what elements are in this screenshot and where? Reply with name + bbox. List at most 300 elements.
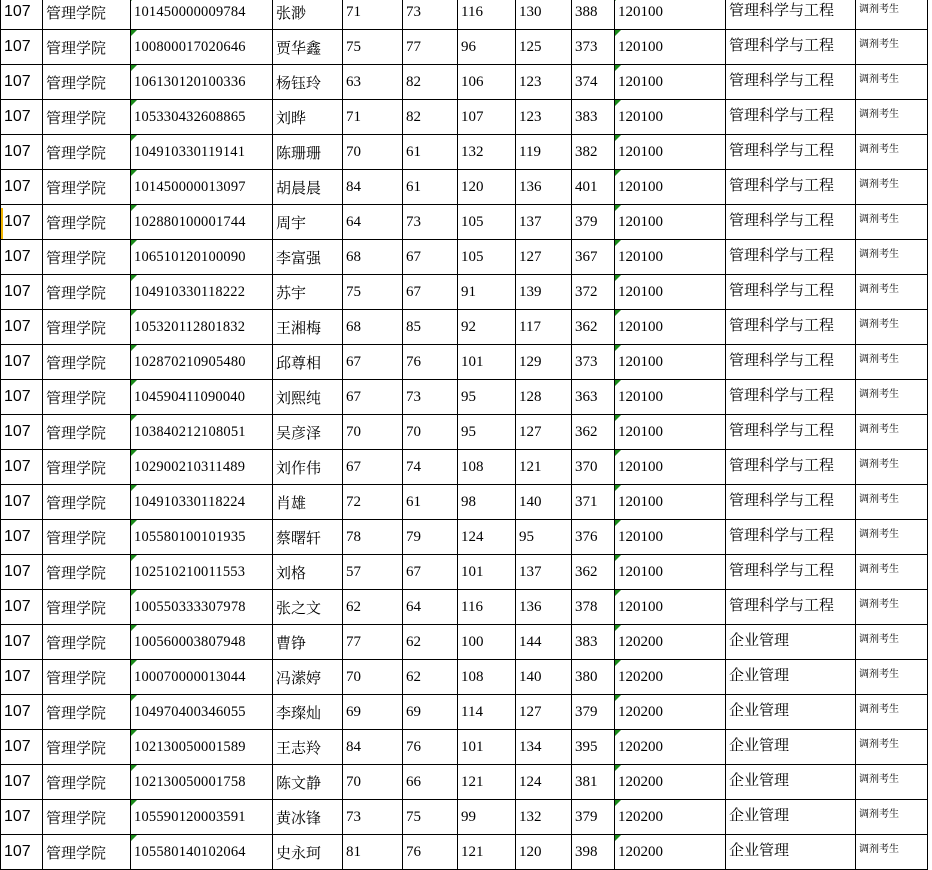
cell-note[interactable]: 调剂考生 bbox=[856, 30, 928, 65]
cell-score-politics[interactable]: 81 bbox=[343, 835, 403, 870]
cell-student-name[interactable]: 苏宇 bbox=[273, 275, 343, 310]
cell-school-code[interactable]: 107 bbox=[1, 555, 43, 590]
cell-student-name[interactable]: 李璨灿 bbox=[273, 695, 343, 730]
cell-major-name[interactable]: 企业管理 bbox=[726, 625, 856, 660]
cell-note[interactable]: 调剂考生 bbox=[856, 590, 928, 625]
cell-department[interactable]: 管理学院 bbox=[43, 100, 131, 135]
cell-student-name[interactable]: 陈珊珊 bbox=[273, 135, 343, 170]
cell-major-code[interactable]: 120200 bbox=[615, 800, 726, 835]
cell-department[interactable]: 管理学院 bbox=[43, 800, 131, 835]
cell-major-code[interactable]: 120100 bbox=[615, 275, 726, 310]
cell-score-subject2[interactable]: 144 bbox=[516, 625, 572, 660]
cell-score-english[interactable]: 76 bbox=[403, 835, 458, 870]
cell-score-subject1[interactable]: 121 bbox=[458, 835, 516, 870]
cell-score-subject2[interactable]: 117 bbox=[516, 310, 572, 345]
cell-student-name[interactable]: 张渺 bbox=[273, 0, 343, 30]
cell-exam-id[interactable]: 106510120100090 bbox=[131, 240, 273, 275]
cell-major-name[interactable]: 管理科学与工程 bbox=[726, 135, 856, 170]
cell-note[interactable]: 调剂考生 bbox=[856, 240, 928, 275]
cell-note[interactable]: 调剂考生 bbox=[856, 65, 928, 100]
cell-school-code[interactable]: 107 bbox=[1, 695, 43, 730]
cell-major-code[interactable]: 120100 bbox=[615, 345, 726, 380]
cell-score-subject2[interactable]: 125 bbox=[516, 30, 572, 65]
cell-school-code[interactable]: 107 bbox=[1, 450, 43, 485]
cell-total-score[interactable]: 382 bbox=[572, 135, 615, 170]
cell-student-name[interactable]: 刘作伟 bbox=[273, 450, 343, 485]
cell-student-name[interactable]: 王湘梅 bbox=[273, 310, 343, 345]
cell-score-subject1[interactable]: 108 bbox=[458, 660, 516, 695]
cell-score-subject1[interactable]: 99 bbox=[458, 800, 516, 835]
cell-score-english[interactable]: 61 bbox=[403, 485, 458, 520]
cell-major-code[interactable]: 120100 bbox=[615, 170, 726, 205]
cell-score-subject1[interactable]: 95 bbox=[458, 380, 516, 415]
cell-score-subject2[interactable]: 136 bbox=[516, 170, 572, 205]
cell-note[interactable]: 调剂考生 bbox=[856, 170, 928, 205]
cell-major-name[interactable]: 管理科学与工程 bbox=[726, 275, 856, 310]
cell-exam-id[interactable]: 101450000013097 bbox=[131, 170, 273, 205]
cell-total-score[interactable]: 388 bbox=[572, 0, 615, 30]
cell-student-name[interactable]: 黄冰锋 bbox=[273, 800, 343, 835]
cell-score-politics[interactable]: 84 bbox=[343, 730, 403, 765]
cell-note[interactable]: 调剂考生 bbox=[856, 555, 928, 590]
cell-score-subject2[interactable]: 119 bbox=[516, 135, 572, 170]
cell-total-score[interactable]: 373 bbox=[572, 30, 615, 65]
cell-score-subject1[interactable]: 105 bbox=[458, 240, 516, 275]
cell-score-subject1[interactable]: 101 bbox=[458, 345, 516, 380]
cell-exam-id[interactable]: 104910330118224 bbox=[131, 485, 273, 520]
cell-school-code[interactable]: 107 bbox=[1, 135, 43, 170]
cell-total-score[interactable]: 379 bbox=[572, 800, 615, 835]
cell-total-score[interactable]: 383 bbox=[572, 100, 615, 135]
cell-major-name[interactable]: 管理科学与工程 bbox=[726, 345, 856, 380]
cell-score-politics[interactable]: 70 bbox=[343, 135, 403, 170]
cell-total-score[interactable]: 379 bbox=[572, 695, 615, 730]
cell-note[interactable]: 调剂考生 bbox=[856, 695, 928, 730]
cell-score-english[interactable]: 62 bbox=[403, 660, 458, 695]
cell-school-code[interactable]: 107 bbox=[1, 380, 43, 415]
cell-exam-id[interactable]: 104590411090040 bbox=[131, 380, 273, 415]
cell-student-name[interactable]: 吴彦泽 bbox=[273, 415, 343, 450]
cell-student-name[interactable]: 刘格 bbox=[273, 555, 343, 590]
cell-department[interactable]: 管理学院 bbox=[43, 135, 131, 170]
cell-major-code[interactable]: 120100 bbox=[615, 65, 726, 100]
cell-score-politics[interactable]: 71 bbox=[343, 0, 403, 30]
cell-total-score[interactable]: 376 bbox=[572, 520, 615, 555]
cell-score-subject2[interactable]: 128 bbox=[516, 380, 572, 415]
cell-score-politics[interactable]: 70 bbox=[343, 765, 403, 800]
cell-score-english[interactable]: 85 bbox=[403, 310, 458, 345]
cell-note[interactable]: 调剂考生 bbox=[856, 415, 928, 450]
cell-score-politics[interactable]: 69 bbox=[343, 695, 403, 730]
cell-exam-id[interactable]: 102130050001589 bbox=[131, 730, 273, 765]
cell-score-english[interactable]: 67 bbox=[403, 275, 458, 310]
cell-note[interactable]: 调剂考生 bbox=[856, 835, 928, 870]
cell-score-subject1[interactable]: 92 bbox=[458, 310, 516, 345]
cell-major-code[interactable]: 120200 bbox=[615, 625, 726, 660]
cell-score-english[interactable]: 62 bbox=[403, 625, 458, 660]
cell-score-english[interactable]: 61 bbox=[403, 170, 458, 205]
cell-exam-id[interactable]: 100070000013044 bbox=[131, 660, 273, 695]
cell-score-politics[interactable]: 67 bbox=[343, 450, 403, 485]
cell-department[interactable]: 管理学院 bbox=[43, 485, 131, 520]
cell-major-code[interactable]: 120200 bbox=[615, 835, 726, 870]
cell-school-code[interactable]: 107 bbox=[1, 345, 43, 380]
cell-major-name[interactable]: 企业管理 bbox=[726, 835, 856, 870]
cell-total-score[interactable]: 378 bbox=[572, 590, 615, 625]
cell-school-code[interactable]: 107 bbox=[1, 65, 43, 100]
cell-school-code[interactable]: 107 bbox=[1, 590, 43, 625]
cell-score-subject2[interactable]: 120 bbox=[516, 835, 572, 870]
cell-score-subject2[interactable]: 127 bbox=[516, 240, 572, 275]
cell-score-subject2[interactable]: 136 bbox=[516, 590, 572, 625]
cell-score-subject1[interactable]: 100 bbox=[458, 625, 516, 660]
cell-score-politics[interactable]: 84 bbox=[343, 170, 403, 205]
cell-score-politics[interactable]: 63 bbox=[343, 65, 403, 100]
cell-major-name[interactable]: 管理科学与工程 bbox=[726, 65, 856, 100]
cell-major-code[interactable]: 120100 bbox=[615, 205, 726, 240]
cell-school-code[interactable]: 107 bbox=[1, 275, 43, 310]
cell-exam-id[interactable]: 102880100001744 bbox=[131, 205, 273, 240]
cell-school-code[interactable]: 107 bbox=[1, 240, 43, 275]
cell-score-subject2[interactable]: 95 bbox=[516, 520, 572, 555]
cell-score-english[interactable]: 76 bbox=[403, 730, 458, 765]
cell-student-name[interactable]: 李富强 bbox=[273, 240, 343, 275]
cell-major-code[interactable]: 120100 bbox=[615, 590, 726, 625]
cell-major-name[interactable]: 管理科学与工程 bbox=[726, 485, 856, 520]
cell-score-english[interactable]: 73 bbox=[403, 380, 458, 415]
cell-major-name[interactable]: 管理科学与工程 bbox=[726, 30, 856, 65]
cell-exam-id[interactable]: 102510210011553 bbox=[131, 555, 273, 590]
cell-major-name[interactable]: 企业管理 bbox=[726, 695, 856, 730]
cell-student-name[interactable]: 王志羚 bbox=[273, 730, 343, 765]
cell-score-subject1[interactable]: 124 bbox=[458, 520, 516, 555]
cell-department[interactable]: 管理学院 bbox=[43, 520, 131, 555]
cell-exam-id[interactable]: 105590120003591 bbox=[131, 800, 273, 835]
cell-score-politics[interactable]: 75 bbox=[343, 30, 403, 65]
cell-department[interactable]: 管理学院 bbox=[43, 30, 131, 65]
cell-score-politics[interactable]: 77 bbox=[343, 625, 403, 660]
cell-score-politics[interactable]: 57 bbox=[343, 555, 403, 590]
cell-total-score[interactable]: 362 bbox=[572, 415, 615, 450]
cell-score-politics[interactable]: 64 bbox=[343, 205, 403, 240]
cell-note[interactable]: 调剂考生 bbox=[856, 730, 928, 765]
cell-student-name[interactable]: 肖雄 bbox=[273, 485, 343, 520]
cell-score-subject1[interactable]: 98 bbox=[458, 485, 516, 520]
cell-department[interactable]: 管理学院 bbox=[43, 590, 131, 625]
cell-total-score[interactable]: 371 bbox=[572, 485, 615, 520]
cell-student-name[interactable]: 刘熙纯 bbox=[273, 380, 343, 415]
cell-score-subject1[interactable]: 96 bbox=[458, 30, 516, 65]
cell-score-english[interactable]: 75 bbox=[403, 800, 458, 835]
cell-total-score[interactable]: 374 bbox=[572, 65, 615, 100]
cell-major-code[interactable]: 120200 bbox=[615, 730, 726, 765]
cell-score-politics[interactable]: 68 bbox=[343, 310, 403, 345]
cell-major-name[interactable]: 管理科学与工程 bbox=[726, 450, 856, 485]
cell-major-name[interactable]: 管理科学与工程 bbox=[726, 0, 856, 30]
cell-major-code[interactable]: 120100 bbox=[615, 240, 726, 275]
cell-note[interactable]: 调剂考生 bbox=[856, 520, 928, 555]
cell-major-code[interactable]: 120100 bbox=[615, 135, 726, 170]
cell-score-subject1[interactable]: 114 bbox=[458, 695, 516, 730]
cell-major-name[interactable]: 企业管理 bbox=[726, 730, 856, 765]
cell-note[interactable]: 调剂考生 bbox=[856, 765, 928, 800]
cell-score-english[interactable]: 79 bbox=[403, 520, 458, 555]
cell-score-politics[interactable]: 62 bbox=[343, 590, 403, 625]
cell-score-english[interactable]: 82 bbox=[403, 100, 458, 135]
cell-score-english[interactable]: 70 bbox=[403, 415, 458, 450]
cell-score-politics[interactable]: 75 bbox=[343, 275, 403, 310]
cell-score-subject2[interactable]: 134 bbox=[516, 730, 572, 765]
cell-note[interactable]: 调剂考生 bbox=[856, 380, 928, 415]
cell-score-subject1[interactable]: 106 bbox=[458, 65, 516, 100]
cell-score-english[interactable]: 76 bbox=[403, 345, 458, 380]
cell-score-politics[interactable]: 78 bbox=[343, 520, 403, 555]
cell-student-name[interactable]: 刘晔 bbox=[273, 100, 343, 135]
cell-total-score[interactable]: 395 bbox=[572, 730, 615, 765]
cell-score-subject2[interactable]: 123 bbox=[516, 100, 572, 135]
cell-department[interactable]: 管理学院 bbox=[43, 345, 131, 380]
cell-score-subject2[interactable]: 132 bbox=[516, 800, 572, 835]
cell-note[interactable]: 调剂考生 bbox=[856, 485, 928, 520]
cell-student-name[interactable]: 张之文 bbox=[273, 590, 343, 625]
cell-exam-id[interactable]: 104910330119141 bbox=[131, 135, 273, 170]
cell-score-subject1[interactable]: 105 bbox=[458, 205, 516, 240]
cell-total-score[interactable]: 381 bbox=[572, 765, 615, 800]
cell-total-score[interactable]: 372 bbox=[572, 275, 615, 310]
cell-score-politics[interactable]: 72 bbox=[343, 485, 403, 520]
cell-student-name[interactable]: 冯潆婷 bbox=[273, 660, 343, 695]
cell-exam-id[interactable]: 102900210311489 bbox=[131, 450, 273, 485]
cell-major-code[interactable]: 120100 bbox=[615, 100, 726, 135]
cell-department[interactable]: 管理学院 bbox=[43, 310, 131, 345]
cell-major-name[interactable]: 管理科学与工程 bbox=[726, 520, 856, 555]
cell-major-code[interactable]: 120100 bbox=[615, 0, 726, 30]
cell-total-score[interactable]: 380 bbox=[572, 660, 615, 695]
cell-score-english[interactable]: 67 bbox=[403, 555, 458, 590]
cell-department[interactable]: 管理学院 bbox=[43, 240, 131, 275]
cell-major-name[interactable]: 管理科学与工程 bbox=[726, 240, 856, 275]
cell-student-name[interactable]: 陈文静 bbox=[273, 765, 343, 800]
cell-department[interactable]: 管理学院 bbox=[43, 205, 131, 240]
cell-major-name[interactable]: 企业管理 bbox=[726, 660, 856, 695]
cell-score-subject1[interactable]: 132 bbox=[458, 135, 516, 170]
cell-department[interactable]: 管理学院 bbox=[43, 660, 131, 695]
cell-score-english[interactable]: 73 bbox=[403, 205, 458, 240]
cell-score-english[interactable]: 74 bbox=[403, 450, 458, 485]
cell-score-subject2[interactable]: 140 bbox=[516, 485, 572, 520]
cell-score-english[interactable]: 82 bbox=[403, 65, 458, 100]
cell-total-score[interactable]: 398 bbox=[572, 835, 615, 870]
cell-total-score[interactable]: 383 bbox=[572, 625, 615, 660]
cell-major-code[interactable]: 120100 bbox=[615, 30, 726, 65]
cell-school-code[interactable]: 107 bbox=[1, 660, 43, 695]
cell-score-politics[interactable]: 73 bbox=[343, 800, 403, 835]
cell-exam-id[interactable]: 104910330118222 bbox=[131, 275, 273, 310]
cell-major-code[interactable]: 120100 bbox=[615, 415, 726, 450]
cell-total-score[interactable]: 363 bbox=[572, 380, 615, 415]
cell-student-name[interactable]: 蔡曙轩 bbox=[273, 520, 343, 555]
cell-score-subject1[interactable]: 107 bbox=[458, 100, 516, 135]
cell-score-subject2[interactable]: 139 bbox=[516, 275, 572, 310]
cell-note[interactable]: 调剂考生 bbox=[856, 310, 928, 345]
cell-student-name[interactable]: 邱尊相 bbox=[273, 345, 343, 380]
cell-note[interactable]: 调剂考生 bbox=[856, 450, 928, 485]
cell-score-subject2[interactable]: 130 bbox=[516, 0, 572, 30]
cell-department[interactable]: 管理学院 bbox=[43, 0, 131, 30]
cell-major-name[interactable]: 企业管理 bbox=[726, 765, 856, 800]
cell-note[interactable]: 调剂考生 bbox=[856, 275, 928, 310]
cell-major-name[interactable]: 管理科学与工程 bbox=[726, 170, 856, 205]
cell-exam-id[interactable]: 102130050001758 bbox=[131, 765, 273, 800]
cell-note[interactable]: 调剂考生 bbox=[856, 100, 928, 135]
cell-department[interactable]: 管理学院 bbox=[43, 835, 131, 870]
cell-school-code[interactable]: 107 bbox=[1, 485, 43, 520]
cell-score-subject2[interactable]: 121 bbox=[516, 450, 572, 485]
cell-score-subject1[interactable]: 95 bbox=[458, 415, 516, 450]
cell-student-name[interactable]: 胡晨晨 bbox=[273, 170, 343, 205]
cell-department[interactable]: 管理学院 bbox=[43, 765, 131, 800]
cell-department[interactable]: 管理学院 bbox=[43, 65, 131, 100]
cell-school-code[interactable]: 107 bbox=[1, 0, 43, 30]
cell-score-politics[interactable]: 70 bbox=[343, 415, 403, 450]
cell-exam-id[interactable]: 105580100101935 bbox=[131, 520, 273, 555]
cell-department[interactable]: 管理学院 bbox=[43, 730, 131, 765]
cell-exam-id[interactable]: 102870210905480 bbox=[131, 345, 273, 380]
cell-score-subject1[interactable]: 91 bbox=[458, 275, 516, 310]
cell-major-name[interactable]: 管理科学与工程 bbox=[726, 590, 856, 625]
cell-score-subject1[interactable]: 116 bbox=[458, 0, 516, 30]
cell-score-politics[interactable]: 67 bbox=[343, 380, 403, 415]
cell-exam-id[interactable]: 105580140102064 bbox=[131, 835, 273, 870]
cell-major-name[interactable]: 管理科学与工程 bbox=[726, 100, 856, 135]
cell-school-code[interactable]: 107 bbox=[1, 765, 43, 800]
cell-total-score[interactable]: 362 bbox=[572, 555, 615, 590]
cell-score-english[interactable]: 67 bbox=[403, 240, 458, 275]
cell-score-english[interactable]: 66 bbox=[403, 765, 458, 800]
cell-score-politics[interactable]: 67 bbox=[343, 345, 403, 380]
cell-score-subject1[interactable]: 108 bbox=[458, 450, 516, 485]
cell-school-code[interactable]: 107 bbox=[1, 415, 43, 450]
cell-exam-id[interactable]: 101450000009784 bbox=[131, 0, 273, 30]
cell-exam-id[interactable]: 100800017020646 bbox=[131, 30, 273, 65]
cell-school-code[interactable]: 107 bbox=[1, 730, 43, 765]
cell-score-english[interactable]: 77 bbox=[403, 30, 458, 65]
cell-major-code[interactable]: 120100 bbox=[615, 485, 726, 520]
cell-school-code[interactable]: 107 bbox=[1, 625, 43, 660]
cell-exam-id[interactable]: 100560003807948 bbox=[131, 625, 273, 660]
cell-major-name[interactable]: 管理科学与工程 bbox=[726, 380, 856, 415]
cell-score-english[interactable]: 64 bbox=[403, 590, 458, 625]
cell-score-politics[interactable]: 70 bbox=[343, 660, 403, 695]
cell-score-subject2[interactable]: 123 bbox=[516, 65, 572, 100]
cell-score-english[interactable]: 61 bbox=[403, 135, 458, 170]
cell-note[interactable]: 调剂考生 bbox=[856, 0, 928, 30]
cell-score-subject2[interactable]: 129 bbox=[516, 345, 572, 380]
cell-score-subject2[interactable]: 137 bbox=[516, 205, 572, 240]
cell-score-english[interactable]: 73 bbox=[403, 0, 458, 30]
cell-school-code[interactable]: 107 bbox=[1, 100, 43, 135]
cell-student-name[interactable]: 杨钰玲 bbox=[273, 65, 343, 100]
cell-note[interactable]: 调剂考生 bbox=[856, 345, 928, 380]
cell-major-code[interactable]: 120200 bbox=[615, 660, 726, 695]
cell-major-code[interactable]: 120100 bbox=[615, 555, 726, 590]
cell-school-code[interactable]: 107 bbox=[1, 310, 43, 345]
cell-score-subject1[interactable]: 120 bbox=[458, 170, 516, 205]
cell-score-subject2[interactable]: 124 bbox=[516, 765, 572, 800]
cell-total-score[interactable]: 362 bbox=[572, 310, 615, 345]
cell-department[interactable]: 管理学院 bbox=[43, 695, 131, 730]
cell-score-politics[interactable]: 68 bbox=[343, 240, 403, 275]
cell-department[interactable]: 管理学院 bbox=[43, 450, 131, 485]
cell-major-code[interactable]: 120100 bbox=[615, 310, 726, 345]
cell-major-code[interactable]: 120100 bbox=[615, 380, 726, 415]
cell-note[interactable]: 调剂考生 bbox=[856, 135, 928, 170]
cell-exam-id[interactable]: 105330432608865 bbox=[131, 100, 273, 135]
cell-student-name[interactable]: 周宇 bbox=[273, 205, 343, 240]
cell-exam-id[interactable]: 100550333307978 bbox=[131, 590, 273, 625]
cell-school-code[interactable]: 107 bbox=[1, 170, 43, 205]
cell-major-code[interactable]: 120200 bbox=[615, 765, 726, 800]
cell-note[interactable]: 调剂考生 bbox=[856, 625, 928, 660]
cell-exam-id[interactable]: 106130120100336 bbox=[131, 65, 273, 100]
cell-exam-id[interactable]: 105320112801832 bbox=[131, 310, 273, 345]
cell-total-score[interactable]: 373 bbox=[572, 345, 615, 380]
cell-student-name[interactable]: 贾华鑫 bbox=[273, 30, 343, 65]
cell-department[interactable]: 管理学院 bbox=[43, 170, 131, 205]
cell-note[interactable]: 调剂考生 bbox=[856, 660, 928, 695]
cell-score-subject1[interactable]: 101 bbox=[458, 555, 516, 590]
cell-note[interactable]: 调剂考生 bbox=[856, 800, 928, 835]
cell-score-subject2[interactable]: 127 bbox=[516, 415, 572, 450]
cell-major-name[interactable]: 企业管理 bbox=[726, 800, 856, 835]
cell-exam-id[interactable]: 103840212108051 bbox=[131, 415, 273, 450]
cell-major-code[interactable]: 120100 bbox=[615, 520, 726, 555]
cell-student-name[interactable]: 曹铮 bbox=[273, 625, 343, 660]
cell-major-name[interactable]: 管理科学与工程 bbox=[726, 310, 856, 345]
cell-school-code[interactable]: 107 bbox=[1, 205, 43, 240]
cell-score-subject2[interactable]: 127 bbox=[516, 695, 572, 730]
cell-major-name[interactable]: 管理科学与工程 bbox=[726, 555, 856, 590]
cell-score-subject2[interactable]: 137 bbox=[516, 555, 572, 590]
cell-total-score[interactable]: 370 bbox=[572, 450, 615, 485]
cell-score-subject2[interactable]: 140 bbox=[516, 660, 572, 695]
cell-score-english[interactable]: 69 bbox=[403, 695, 458, 730]
cell-score-subject1[interactable]: 116 bbox=[458, 590, 516, 625]
cell-school-code[interactable]: 107 bbox=[1, 30, 43, 65]
cell-major-name[interactable]: 管理科学与工程 bbox=[726, 415, 856, 450]
cell-department[interactable]: 管理学院 bbox=[43, 415, 131, 450]
cell-school-code[interactable]: 107 bbox=[1, 800, 43, 835]
cell-score-subject1[interactable]: 101 bbox=[458, 730, 516, 765]
cell-exam-id[interactable]: 104970400346055 bbox=[131, 695, 273, 730]
cell-note[interactable]: 调剂考生 bbox=[856, 205, 928, 240]
cell-department[interactable]: 管理学院 bbox=[43, 625, 131, 660]
cell-school-code[interactable]: 107 bbox=[1, 835, 43, 870]
cell-total-score[interactable]: 401 bbox=[572, 170, 615, 205]
cell-school-code[interactable]: 107 bbox=[1, 520, 43, 555]
cell-major-name[interactable]: 管理科学与工程 bbox=[726, 205, 856, 240]
cell-student-name[interactable]: 史永珂 bbox=[273, 835, 343, 870]
cell-department[interactable]: 管理学院 bbox=[43, 275, 131, 310]
cell-department[interactable]: 管理学院 bbox=[43, 380, 131, 415]
cell-total-score[interactable]: 367 bbox=[572, 240, 615, 275]
cell-score-subject1[interactable]: 121 bbox=[458, 765, 516, 800]
cell-major-code[interactable]: 120200 bbox=[615, 695, 726, 730]
cell-total-score[interactable]: 379 bbox=[572, 205, 615, 240]
cell-score-politics[interactable]: 71 bbox=[343, 100, 403, 135]
cell-department[interactable]: 管理学院 bbox=[43, 555, 131, 590]
cell-major-code[interactable]: 120100 bbox=[615, 450, 726, 485]
